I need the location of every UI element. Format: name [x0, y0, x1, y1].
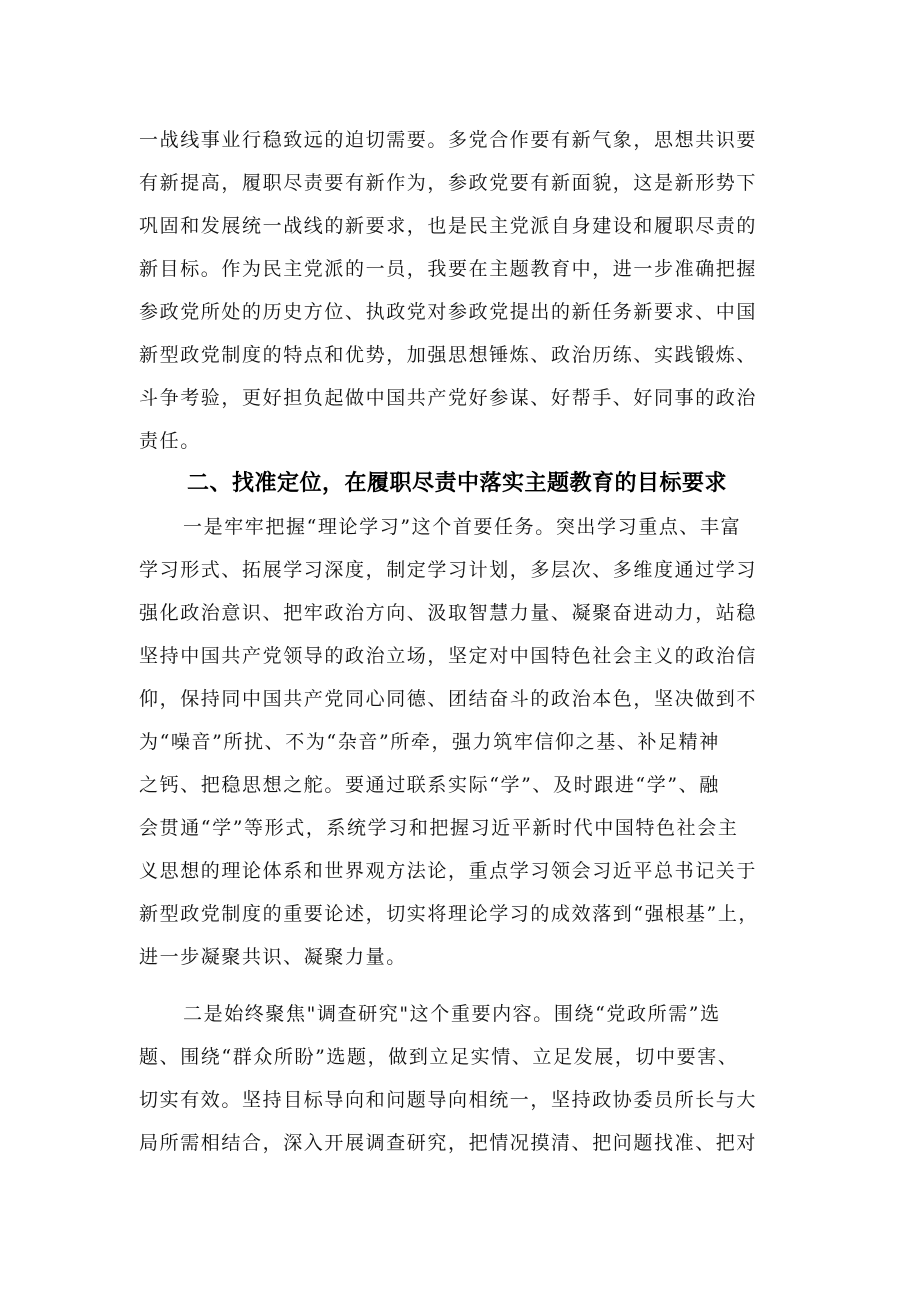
text-line: 一是牢牢把握“理论学习”这个首要任务。突出学习重点、丰富 [183, 516, 742, 538]
text-line: 新型政党制度的重要论述，切实将理论学习的成效落到“强根基”上， [139, 903, 760, 925]
text-line: 局所需相结合，深入开展调查研究，把情况摸清、把问题找准、把对 [139, 1132, 758, 1154]
text-line: 责任。 [139, 430, 201, 452]
text-line: 坚持中国共产党领导的政治立场，坚定对中国特色社会主义的政治信 [139, 645, 758, 667]
text-line: 强化政治意识、把牢政治方向、汲取智慧力量、凝聚奋进动力，站稳 [139, 602, 758, 624]
text-line: 新型政党制度的特点和优势，加强思想锤炼、政治历练、实践锻炼、 [139, 344, 758, 366]
text-line: 巩固和发展统一战线的新要求，也是民主党派自身建设和履职尽责的 [139, 215, 758, 237]
text-line: 切实有效。坚持目标导向和问题导向相统一，坚持政协委员所长与大 [139, 1089, 758, 1111]
text-line: 一战线事业行稳致远的迫切需要。多党合作要有新气象，思想共识要 [139, 129, 758, 151]
text-line: 义思想的理论体系和世界观方法论，重点学习领会习近平总书记关于 [139, 860, 758, 882]
text-line: 二是始终聚焦"调查研究"这个重要内容。围绕“党政所需”选 [183, 1003, 721, 1025]
text-line: 进一步凝聚共识、凝聚力量。 [139, 946, 407, 968]
text-line: 参政党所处的历史方位、执政党对参政党提出的新任务新要求、中国 [139, 301, 758, 323]
text-line: 为“噪音”所扰、不为“杂音”所牵，强力筑牢信仰之基、补足精神 [139, 731, 720, 753]
text-line: 题、围绕“群众所盼”选题，做到立足实情、立足发展，切中要害、 [139, 1046, 739, 1068]
text-line: 之钙、把稳思想之舵。要通过联系实际“学”、及时跟进“学”、融 [139, 774, 720, 796]
text-line: 新目标。作为民主党派的一员，我要在主题教育中，进一步准确把握 [139, 258, 758, 280]
text-line: 会贯通“学”等形式，系统学习和把握习近平新时代中国特色社会主 [139, 817, 739, 839]
text-line: 仰，保持同中国共产党同心同德、团结奋斗的政治本色，坚决做到不 [139, 688, 758, 710]
text-line: 学习形式、拓展学习深度，制定学习计划，多层次、多维度通过学习 [139, 559, 758, 581]
text-line: 有新提高，履职尽责要有新作为，参政党要有新面貌，这是新形势下 [139, 172, 758, 194]
section-heading: 二、找准定位，在履职尽责中落实主题教育的目标要求 [187, 471, 728, 496]
text-line: 斗争考验，更好担负起做中国共产党好参谋、好帮手、好同事的政治 [139, 387, 758, 409]
